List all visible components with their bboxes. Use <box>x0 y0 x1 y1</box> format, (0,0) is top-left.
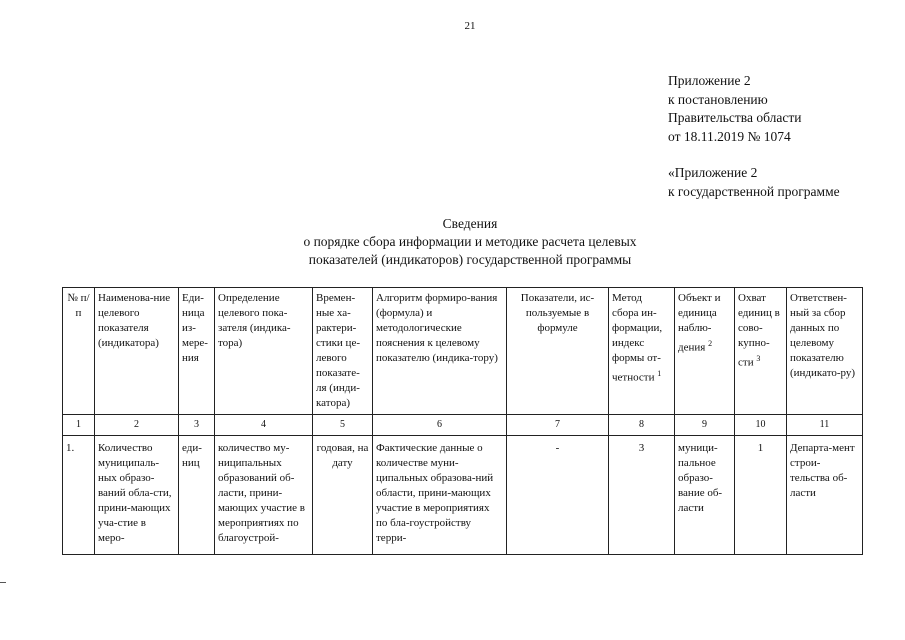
footnote-mark: 1 <box>657 369 662 378</box>
heading-title: Сведения <box>442 216 498 231</box>
table-cell: - <box>507 436 609 555</box>
table-row <box>63 436 863 555</box>
column-number: 4 <box>215 415 313 436</box>
page-number: 21 <box>464 20 476 32</box>
column-number: 8 <box>609 415 675 436</box>
column-header-text: Охват единиц в сово-купно-сти <box>738 292 780 369</box>
column-header <box>609 288 675 415</box>
appendix-line: Правительства области <box>668 110 802 125</box>
table-cell: Департа-мент строи-тельства об-ласти <box>787 436 863 555</box>
appendix-line: к государственной программе <box>668 183 840 199</box>
column-header: Еди-ница из-мере-ния <box>179 288 215 415</box>
column-number: 3 <box>179 415 215 436</box>
footnote-mark: 3 <box>756 354 761 363</box>
column-header <box>675 288 735 415</box>
column-header: Времен-ные ха-рактери-стики це-левого показате-ля (инди-катора) <box>313 288 373 415</box>
table-cell: Фактические данные о количестве муни-ципальных образова-ний области, прини-мающих участие в мероприятиях по бла-гоустройству терри- <box>373 436 507 555</box>
table-cell: годовая, на дату <box>313 436 373 555</box>
column-number: 11 <box>787 415 863 436</box>
margin-mark <box>0 582 6 583</box>
column-number: 5 <box>313 415 373 436</box>
indicators-table <box>62 287 863 555</box>
table-cell: 3 <box>609 436 675 555</box>
column-header-text: Метод сбора ин-формации, индекс формы от-четности <box>612 292 663 384</box>
column-header: Показатели, ис-пользуемые в формуле <box>507 288 609 415</box>
table-cell: количество му-ниципальных образований об-ласти, прини-мающих участие в мероприятиях по благоустрой- <box>215 436 313 555</box>
heading-subtitle: о порядке сбора информации и методике расчета целевых <box>303 234 637 249</box>
column-header <box>735 288 787 415</box>
column-number: 9 <box>675 415 735 436</box>
appendix-line: «Приложение 2 <box>668 165 758 180</box>
appendix-program-reference <box>668 164 840 201</box>
column-header-text: Объект и единица наблю-дения <box>678 292 721 354</box>
table-header-row <box>63 288 863 415</box>
table-cell: 1. <box>63 436 95 555</box>
column-header: № п/п <box>63 288 95 415</box>
appendix-line: от 18.11.2019 № 1074 <box>668 128 791 144</box>
column-header: Наименова-ние целевого показателя (индикатора) <box>95 288 179 415</box>
appendix-reference <box>668 72 801 146</box>
column-number-row <box>63 415 863 436</box>
column-header: Алгоритм формиро-вания (формула) и методологические пояснения к целевому показателю (индика-тору) <box>373 288 507 415</box>
column-number: 7 <box>507 415 609 436</box>
column-number: 2 <box>95 415 179 436</box>
table-cell: еди-ниц <box>179 436 215 555</box>
column-header: Определение целевого пока-зателя (индика-тора) <box>215 288 313 415</box>
table-cell: Количество муниципаль-ных образо-ваний обла-сти, прини-мающих уча-стие в меро- <box>95 436 179 555</box>
column-header: Ответствен-ный за сбор данных по целевому показателю (индикато-ру) <box>787 288 863 415</box>
appendix-line: Приложение 2 <box>668 73 751 88</box>
appendix-line: к постановлению <box>668 91 768 107</box>
heading-subtitle: показателей (индикаторов) государственной программы <box>308 252 632 267</box>
table-cell: муници-пальное образо-вание об-ласти <box>675 436 735 555</box>
column-number: 6 <box>373 415 507 436</box>
column-number: 10 <box>735 415 787 436</box>
column-number: 1 <box>63 415 95 436</box>
document-heading <box>230 215 710 269</box>
table-cell: 1 <box>735 436 787 555</box>
footnote-mark: 2 <box>708 339 713 348</box>
